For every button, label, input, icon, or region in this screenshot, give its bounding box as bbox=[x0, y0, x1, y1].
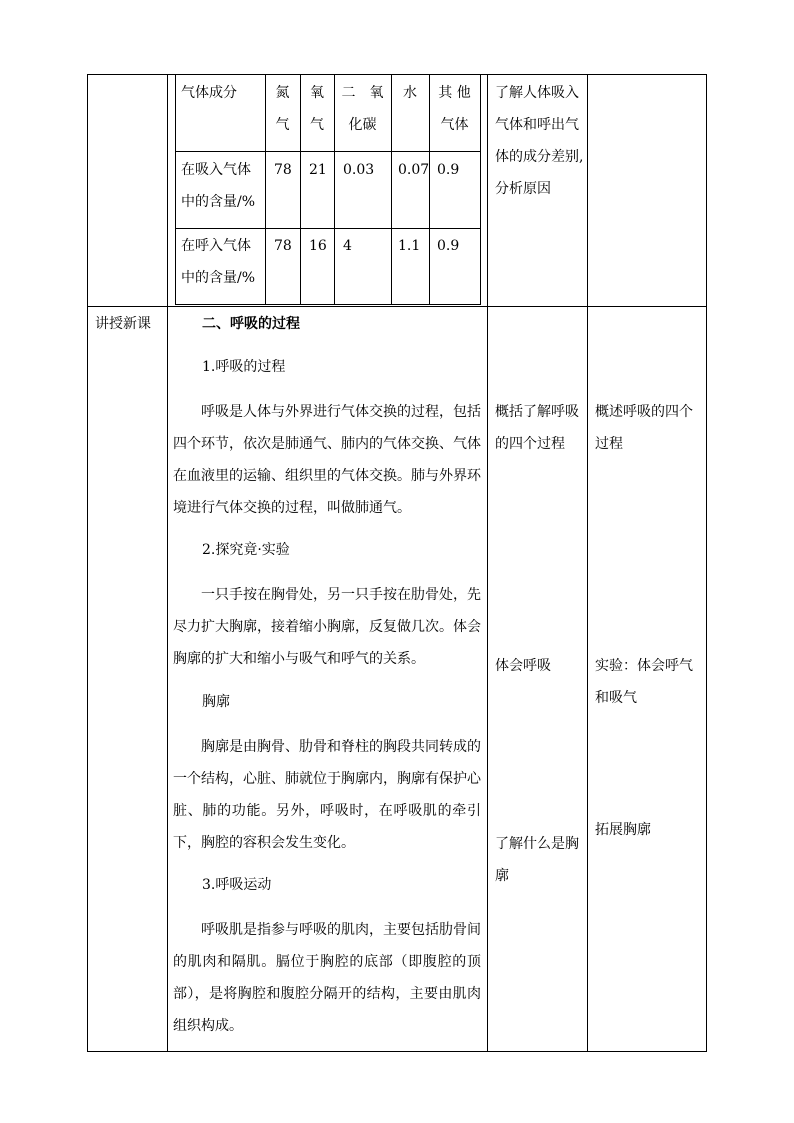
gas-row-exhaled-water: 1.1 bbox=[398, 238, 421, 254]
gas-header-water: 水 bbox=[403, 85, 417, 101]
table-right-border bbox=[706, 74, 707, 1052]
gas-table-top-border bbox=[175, 74, 481, 75]
gas-row-inhaled-other: 0.9 bbox=[437, 162, 460, 178]
gas-row-exhaled-nitrogen: 78 bbox=[274, 238, 292, 254]
student-activity-thorax: 了解什么是胸 廓 bbox=[495, 836, 579, 884]
gas-row-inhaled-oxygen: 21 bbox=[309, 162, 327, 178]
section-body-breathing-process: 呼吸是人体与外界进行气体交换的过程，包括四个环节，依次是肺通气、肺内的气体交换、气体在血液里的运输、组织里的气体交换。肺与外界环境进行气体交换的过程，叫做肺通气。 bbox=[173, 404, 481, 516]
table-left-border bbox=[87, 74, 88, 1052]
table-bottom-border bbox=[87, 1051, 707, 1052]
design-intent-experiment: 实验：体会呼气 和吸气 bbox=[595, 658, 693, 706]
gas-table-left-border bbox=[175, 74, 176, 305]
gas-header-oxygen: 氧 气 bbox=[310, 85, 324, 133]
student-activity-experience-breathing: 体会呼吸 bbox=[495, 658, 551, 674]
section-heading-experiment: 2.探究竟·实验 bbox=[202, 542, 290, 558]
gas-row-inhaled-carbon-dioxide: 0.03 bbox=[343, 162, 375, 178]
gas-header-nitrogen: 氮 气 bbox=[275, 85, 290, 133]
gas-row-exhaled-carbon-dioxide: 4 bbox=[343, 238, 352, 254]
gas-table-row-divider-2 bbox=[175, 228, 481, 229]
section-body-breathing-movement: 呼吸肌是指参与呼吸的肌肉，主要包括肋骨间的肌肉和隔肌。膈位于胸腔的底部（即腹腔的顶部），是将胸腔和腹腔分隔开的结构，主要由肌肉组织构成。 bbox=[173, 922, 481, 1034]
row-divider-top-lesson bbox=[87, 306, 707, 307]
gas-table-row-divider-1 bbox=[175, 151, 481, 152]
design-intent-overview: 概述呼吸的四个 过程 bbox=[595, 404, 693, 452]
gas-row-exhaled-other: 0.9 bbox=[437, 238, 460, 254]
section-heading-thorax: 胸廓 bbox=[202, 694, 230, 710]
design-intent-thorax: 拓展胸廓 bbox=[595, 822, 651, 838]
column-divider-content-activity bbox=[487, 74, 488, 1052]
gas-row-inhaled-nitrogen: 78 bbox=[274, 162, 292, 178]
gas-header-carbon-dioxide: 二 氧 化碳 bbox=[341, 85, 384, 133]
gas-row-exhaled-label: 在呼入气体 中的含量/% bbox=[181, 238, 256, 286]
top-student-activity: 了解人体吸入 气体和呼出气 体的成分差别, 分析原因 bbox=[495, 85, 584, 197]
gas-row-exhaled-oxygen: 16 bbox=[309, 238, 327, 254]
column-divider-activity-intent bbox=[587, 74, 588, 1052]
section-body-experiment: 一只手按在胸骨处，另一只手按在肋骨处，先尽力扩大胸廓，接着缩小胸廓，反复做几次。体会胸廓的扩大和缩小与吸气和呼气的关系。 bbox=[173, 587, 481, 667]
lesson-title: 二、呼吸的过程 bbox=[202, 316, 300, 332]
gas-header-other-gases: 其 他 气体 bbox=[438, 85, 471, 133]
section-body-thorax: 胸廓是由胸骨、肋骨和脊柱的胸段共同转成的一个结构，心脏、肺就位于胸廓内，胸廓有保护心脏、肺的功能。另外，呼吸时，在呼吸肌的牵引下，胸腔的容积会发生变化。 bbox=[173, 739, 481, 851]
gas-header-composition: 气体成分 bbox=[181, 85, 237, 101]
section-heading-breathing-process: 1.呼吸的过程 bbox=[202, 359, 286, 375]
student-activity-overview: 概括了解呼吸 的四个过程 bbox=[495, 404, 579, 452]
lesson-label: 讲授新课 bbox=[95, 316, 151, 332]
gas-table-bottom-border bbox=[175, 304, 481, 305]
section-heading-breathing-movement: 3.呼吸运动 bbox=[202, 877, 272, 893]
column-divider-label-content bbox=[167, 74, 168, 1052]
gas-row-inhaled-label: 在吸入气体 中的含量/% bbox=[181, 162, 256, 210]
gas-table-right-border bbox=[480, 74, 481, 305]
gas-row-inhaled-water: 0.07 bbox=[398, 162, 430, 178]
